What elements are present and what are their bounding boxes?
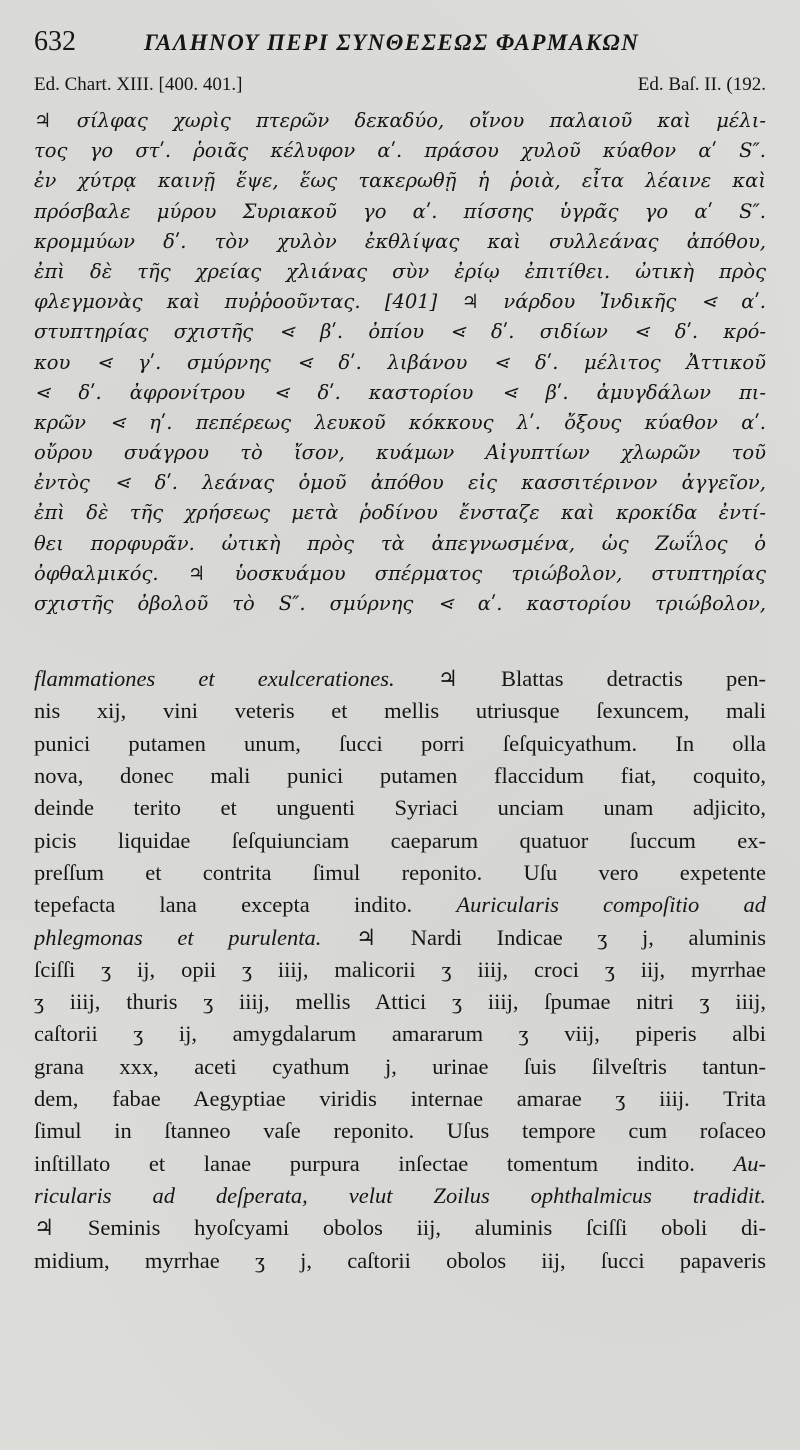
italic-heading-text: ricularis ad deſperata, velut Zoilus ophthalmicus tradidit. xyxy=(34,1182,766,1208)
greek-text-line: ἐν χύτρᾳ καινῇ ἕψε, ἕως τακερωθῇ ἡ ῥοιὰ, εἶτα λέαινε καὶ xyxy=(34,169,766,193)
latin-text-line xyxy=(34,663,766,695)
edition-line xyxy=(34,74,766,104)
italic-heading-text: Au- xyxy=(733,1150,766,1176)
body-text: midium, myrrhae ʒ j, caſtorii obolos iij, ſucci papaveris xyxy=(34,1247,766,1273)
body-text: preſſum et contrita ſimul reponito. Uſu vero expetente xyxy=(34,859,766,885)
greek-text-line: φλεγμονὰς καὶ πυῤῥοοῦντας. [401] ♃ νάρδου Ἰνδικῆς ⋖ αʹ. xyxy=(34,290,766,314)
greek-text-line: ἐπὶ δὲ τῆς χρείας χλιάνας σὺν ἐρίῳ ἐπιτίθει. ὠτικὴ πρὸς xyxy=(34,259,766,283)
latin-text-line xyxy=(34,1212,766,1244)
greek-text-line: τος γο στʹ. ῥοιᾶς κέλυφον αʹ. πράσου χυλοῦ κύαθον αʹ S″. xyxy=(34,139,766,163)
edition-left: Ed. Chart. XIII. [400. 401.] xyxy=(34,74,243,95)
greek-text-block xyxy=(34,106,766,619)
italic-heading-text: Auricularis compoſitio ad xyxy=(456,892,766,918)
latin-text-line xyxy=(34,1180,766,1212)
body-text: punici putamen unum, ſucci porri ſeſquicyathum. In olla xyxy=(34,730,766,756)
latin-text-line xyxy=(34,857,766,889)
body-text: picis liquidae ſeſquiunciam caeparum quatuor ſuccum ex- xyxy=(34,827,766,853)
italic-heading-text: phlegmonas et purulenta. xyxy=(34,924,322,950)
greek-text-line: ὀφθαλμικός. ♃ ὑοσκυάμου σπέρματος τριώβολον, στυπτηρίας xyxy=(34,561,766,585)
latin-text-line xyxy=(34,922,766,954)
column-gap xyxy=(34,619,766,663)
body-text: dem, fabae Aegyptiae viridis internae amarae ʒ iiij. Trita xyxy=(34,1086,766,1112)
latin-text-line xyxy=(34,728,766,760)
latin-text-line xyxy=(34,1245,766,1277)
latin-text-line xyxy=(34,695,766,727)
body-text: caſtorii ʒ ij, amygdalarum amararum ʒ viij, piperis albi xyxy=(34,1021,766,1047)
greek-text-line: σχιστῆς ὀβολοῦ τὸ S″. σμύρνης ⋖ αʹ. καστορίου τριώβολον, xyxy=(34,592,766,615)
running-title: ΓΑΛΗΝΟΥ ΠΕΡΙ ΣΥΝΘΕΣΕΩΣ ΦΑΡΜΑΚΩΝ xyxy=(144,30,640,55)
body-text: ♃ Nardi Indicae ʒ j, aluminis xyxy=(321,924,766,950)
latin-text-line xyxy=(34,1051,766,1083)
latin-text-line xyxy=(34,954,766,986)
latin-text-line xyxy=(34,986,766,1018)
greek-text-line: ♃ σίλφας χωρὶς πτερῶν δεκαδύο, οἴνου παλαιοῦ καὶ μέλι- xyxy=(34,109,766,132)
running-head xyxy=(34,26,766,70)
latin-text-block xyxy=(34,663,766,1277)
greek-text-line: ⋖ δʹ. ἀφρονίτρου ⋖ δʹ. καστορίου ⋖ βʹ. ἀμυγδάλων πι- xyxy=(34,380,766,404)
latin-text-line xyxy=(34,825,766,857)
greek-text-line: κου ⋖ γʹ. σμύρνης ⋖ δʹ. λιβάνου ⋖ δʹ. μέλιτος Ἀττικοῦ xyxy=(34,350,766,374)
body-text: ♃ Blattas detractis pen- xyxy=(394,666,766,692)
greek-text-line: ἐπὶ δὲ τῆς χρήσεως μετὰ ῥοδίνου ἔνσταζε καὶ κροκίδα ἐντί- xyxy=(34,501,766,525)
latin-text-line xyxy=(34,889,766,921)
latin-text-line xyxy=(34,1083,766,1115)
italic-heading-text: flammationes et exulcerationes. xyxy=(34,666,395,692)
body-text: tepefacta lana excepta indito. xyxy=(34,892,457,918)
latin-text-line xyxy=(34,1115,766,1147)
body-text: ſimul in ſtanneo vaſe reponito. Uſus tempore cum roſaceo xyxy=(34,1118,766,1144)
greek-text-line: κρομμύων δʹ. τὸν χυλὸν ἐκθλίψας καὶ συλλεάνας ἀπόθου, xyxy=(34,229,766,253)
page-number: 632 xyxy=(34,26,76,57)
greek-text-line: οὔρου συάγρου τὸ ἴσον, κυάμων Αἰγυπτίων χλωρῶν τοῦ xyxy=(34,441,766,465)
greek-text-line: στυπτηρίας σχιστῆς ⋖ βʹ. ὀπίου ⋖ δʹ. σιδίων ⋖ δʹ. κρό- xyxy=(34,320,766,344)
latin-text-line xyxy=(34,792,766,824)
greek-text-line: κρῶν ⋖ ηʹ. πεπέρεως λευκοῦ κόκκους λʹ. ὄξους κύαθον αʹ. xyxy=(34,410,766,434)
body-text: nova, donec mali punici putamen flaccidum fiat, coquito, xyxy=(34,763,766,789)
body-text: grana xxx, aceti cyathum j, urinae ſuis ſilveſtris tantun- xyxy=(34,1053,766,1079)
latin-text-line xyxy=(34,1018,766,1050)
greek-text-line: ἐντὸς ⋖ δʹ. λεάνας ὁμοῦ ἀπόθου εἰς κασσιτέρινον ἀγγεῖον, xyxy=(34,471,766,495)
body-text: ſciſſi ʒ ij, opii ʒ iiij, malicorii ʒ iiij, croci ʒ iij, myrrhae xyxy=(34,956,766,982)
edition-right: Ed. Baſ. II. (192. xyxy=(637,74,766,95)
body-text: nis xij, vini veteris et mellis utriusque ſexuncem, mali xyxy=(34,698,766,724)
body-text: ʒ iiij, thuris ʒ iiij, mellis Attici ʒ iiij, ſpumae nitri ʒ iiij, xyxy=(34,989,766,1015)
body-text: inſtillato et lanae purpura inſectae tomentum indito. xyxy=(34,1150,734,1176)
latin-text-line xyxy=(34,1148,766,1180)
greek-text-line: πρόσβαλε μύρου Συριακοῦ γο αʹ. πίσσης ὑγρᾶς γο αʹ S″. xyxy=(34,199,766,223)
greek-text-line: θει πορφυρᾶν. ὠτικὴ πρὸς τὰ ἀπεγνωσμένα, ὡς Ζωΐλος ὁ xyxy=(34,531,766,555)
body-text: deinde terito et unguenti Syriaci unciam unam adjicito, xyxy=(34,795,766,821)
body-text: ♃ Seminis hyoſcyami obolos iij, aluminis ſciſſi oboli di- xyxy=(34,1215,766,1241)
latin-text-line xyxy=(34,760,766,792)
